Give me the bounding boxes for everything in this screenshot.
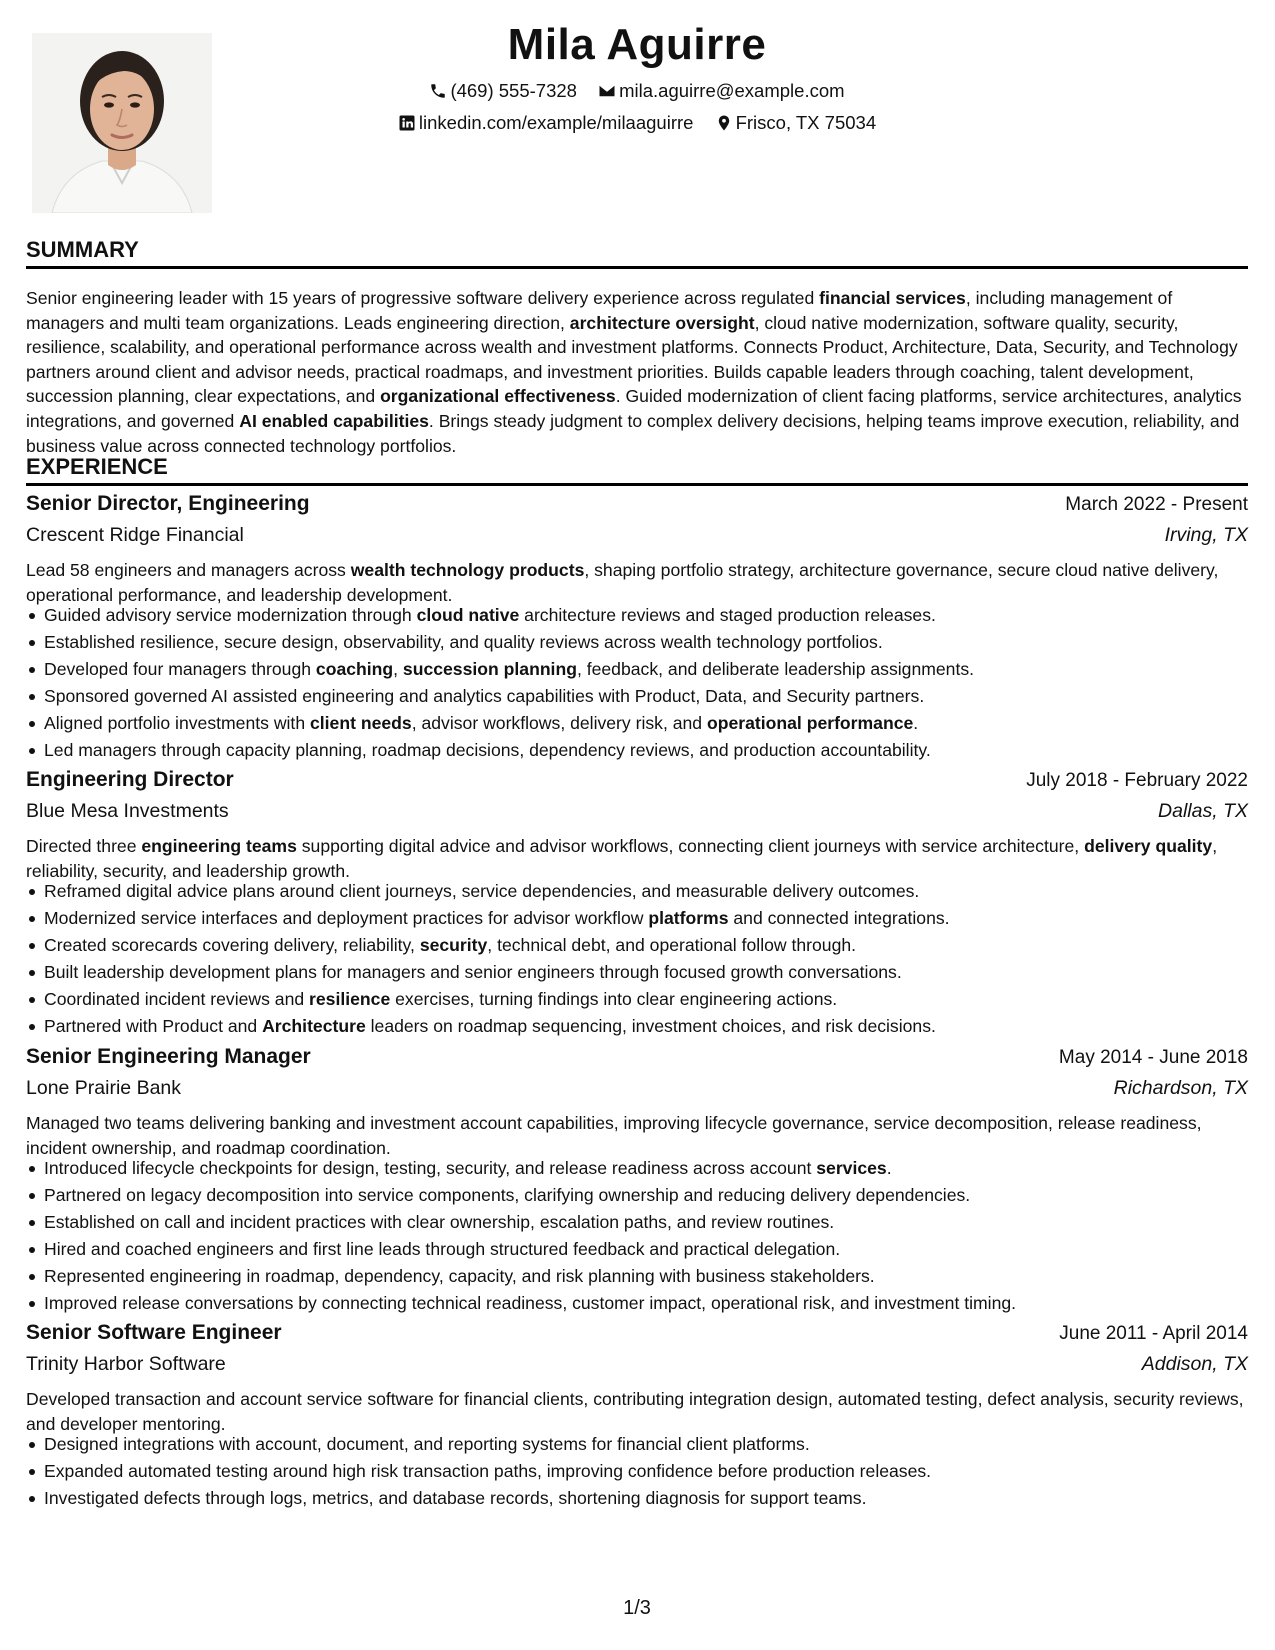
- location-text: Frisco, TX 75034: [735, 112, 877, 133]
- job-dates: March 2022 - Present: [1065, 494, 1248, 515]
- job-bullet: Aligned portfolio investments with client needs, advisor workflows, delivery risk, and operational performance.: [44, 710, 1248, 737]
- job-bullet: Partnered on legacy decomposition into service components, clarifying ownership and reducing delivery dependencies.: [44, 1182, 1248, 1209]
- job-location: Irving, TX: [1164, 524, 1248, 546]
- job-company: Trinity Harbor Software: [26, 1353, 226, 1375]
- experience-heading: EXPERIENCE: [26, 454, 1248, 486]
- job-summary: Lead 58 engineers and managers across wealth technology products, shaping portfolio strategy, architecture governance, secure cloud native delivery, operational performance, and leadership development.: [26, 560, 1219, 605]
- job-title: Engineering Director: [26, 768, 234, 791]
- phone-contact[interactable]: [429, 80, 577, 102]
- job-bullet: Investigated defects through logs, metrics, and database records, shortening diagnosis for support teams.: [44, 1485, 1248, 1512]
- bold-keyword: platforms: [648, 908, 729, 928]
- job-bullet: Represented engineering in roadmap, dependency, capacity, and risk planning with business stakeholders.: [44, 1263, 1248, 1290]
- bold-keyword: coaching: [315, 659, 394, 679]
- bold-keyword: resilience: [309, 989, 391, 1009]
- bold-keyword: financial services: [819, 288, 966, 308]
- summary-text: Senior engineering leader with 15 years of progressive software delivery experience across regulated financial services, including management of managers and multi team organizations. Leads engineering direction, architecture oversight, cloud native modernization, software quality, security, resilience, scalability, and operational performance across wealth and investment platforms. Connects Product, Architecture, Data, Security, and Technology partners around client and advisor needs, practical roadmaps, and investment priorities. Builds capable leaders through coaching, talent development, succession planning, clear expectations, and organizational effectiveness. Guided modernization of client facing platforms, service architectures, analytics integrations, and governed AI enabled capabilities. Brings steady judgment to complex delivery decisions, helping teams improve execution, reliability, and business value across connected technology portfolios.: [26, 288, 1242, 456]
- bold-keyword: cloud native: [416, 605, 520, 625]
- envelope-icon: [598, 82, 616, 100]
- job-summary: Developed transaction and account service software for financial clients, contributing integration design, automated testing, defect analysis, security reviews, and developer mentoring.: [26, 1389, 1244, 1434]
- job-summary: Directed three engineering teams supporting digital advice and advisor workflows, connecting client journeys with service architecture, delivery quality, reliability, security, and leadership growth.: [26, 836, 1218, 881]
- job-bullet: Established on call and incident practices with clear ownership, escalation paths, and review routines.: [44, 1209, 1248, 1236]
- job-title: Senior Director, Engineering: [26, 492, 310, 515]
- job-bullet: Modernized service interfaces and deployment practices for advisor workflow platforms and connected integrations.: [44, 905, 1248, 932]
- job-bullet: Led managers through capacity planning, roadmap decisions, dependency reviews, and production accountability.: [44, 737, 1248, 764]
- linkedin-contact[interactable]: [398, 112, 694, 134]
- job-bullet: Built leadership development plans for managers and senior engineers through focused growth conversations.: [44, 959, 1248, 986]
- job-summary: Managed two teams delivering banking and investment account capabilities, improving lifecycle governance, service decomposition, release readiness, incident ownership, and roadmap coordination.: [26, 1113, 1202, 1158]
- job-title: Senior Engineering Manager: [26, 1045, 311, 1068]
- bold-keyword: delivery quality: [1084, 836, 1213, 856]
- phone-text: (469) 555-7328: [450, 80, 577, 101]
- bold-keyword: architecture oversight: [569, 312, 755, 333]
- job-bullets: [26, 602, 1248, 764]
- job-bullets: [26, 878, 1248, 1040]
- contact-line-1: [26, 80, 1248, 102]
- phone-icon: [429, 82, 447, 100]
- page-number: 1/3: [623, 1597, 651, 1619]
- job-bullet: Guided advisory service modernization through cloud native architecture reviews and staged production releases.: [44, 602, 1248, 629]
- contact-line-2: [26, 112, 1248, 134]
- job-bullet: Designed integrations with account, document, and reporting systems for financial client platforms.: [44, 1431, 1248, 1458]
- candidate-name: Mila Aguirre: [507, 20, 767, 69]
- job-bullets: [26, 1155, 1248, 1317]
- job-bullet: Expanded automated testing around high risk transaction paths, improving confidence before production releases.: [44, 1458, 1248, 1485]
- bold-keyword: client needs: [310, 713, 412, 733]
- summary-heading: SUMMARY: [26, 237, 1248, 269]
- job-bullet: Reframed digital advice plans around client journeys, service dependencies, and measurable delivery outcomes.: [44, 878, 1248, 905]
- job-bullet: Created scorecards covering delivery, reliability, security, technical debt, and operational follow through.: [44, 932, 1248, 959]
- job-bullet: Developed four managers through coaching, succession planning, feedback, and deliberate leadership assignments.: [44, 656, 1248, 683]
- job-bullet: Partnered with Product and Architecture leaders on roadmap sequencing, investment choices, and risk decisions.: [44, 1013, 1248, 1040]
- job-bullet: Introduced lifecycle checkpoints for design, testing, security, and release readiness across account services.: [44, 1155, 1248, 1182]
- bold-keyword: engineering teams: [141, 836, 297, 856]
- bold-keyword: operational performance: [706, 713, 914, 733]
- bold-keyword: AI enabled capabilities: [239, 410, 429, 431]
- email-contact[interactable]: [598, 80, 844, 102]
- bold-keyword: services: [816, 1158, 887, 1178]
- linkedin-icon: [398, 114, 416, 132]
- job-company: Blue Mesa Investments: [26, 800, 229, 822]
- job-location: Dallas, TX: [1158, 800, 1248, 822]
- job-location: Richardson, TX: [1113, 1077, 1248, 1099]
- job-bullet: Established resilience, secure design, observability, and quality reviews across wealth technology portfolios.: [44, 629, 1248, 656]
- bold-keyword: succession planning: [402, 659, 577, 679]
- job-dates: July 2018 - February 2022: [1026, 770, 1248, 791]
- job-dates: May 2014 - June 2018: [1058, 1047, 1248, 1068]
- location-contact: [715, 112, 877, 134]
- bold-keyword: security: [419, 935, 488, 955]
- bold-keyword: organizational effectiveness: [380, 386, 616, 407]
- linkedin-text: linkedin.com/example/milaaguirre: [418, 112, 694, 133]
- job-title: Senior Software Engineer: [26, 1321, 282, 1344]
- job-bullets: [26, 1431, 1248, 1512]
- job-company: Crescent Ridge Financial: [26, 524, 244, 546]
- bold-keyword: wealth technology products: [350, 560, 585, 580]
- bold-keyword: Architecture: [262, 1016, 366, 1036]
- job-dates: June 2011 - April 2014: [1059, 1323, 1248, 1344]
- job-bullet: Coordinated incident reviews and resilience exercises, turning findings into clear engineering actions.: [44, 986, 1248, 1013]
- job-location: Addison, TX: [1141, 1353, 1248, 1375]
- resume-page: [26, 0, 1248, 1650]
- job-bullet: Improved release conversations by connecting technical readiness, customer impact, operational risk, and investment timing.: [44, 1290, 1248, 1317]
- map-pin-icon: [715, 114, 733, 132]
- job-bullet: Hired and coached engineers and first line leads through structured feedback and practical delegation.: [44, 1236, 1248, 1263]
- job-company: Lone Prairie Bank: [26, 1077, 182, 1099]
- email-text: mila.aguirre@example.com: [619, 80, 845, 101]
- job-bullet: Sponsored governed AI assisted engineering and analytics capabilities with Product, Data, and Security partners.: [44, 683, 1248, 710]
